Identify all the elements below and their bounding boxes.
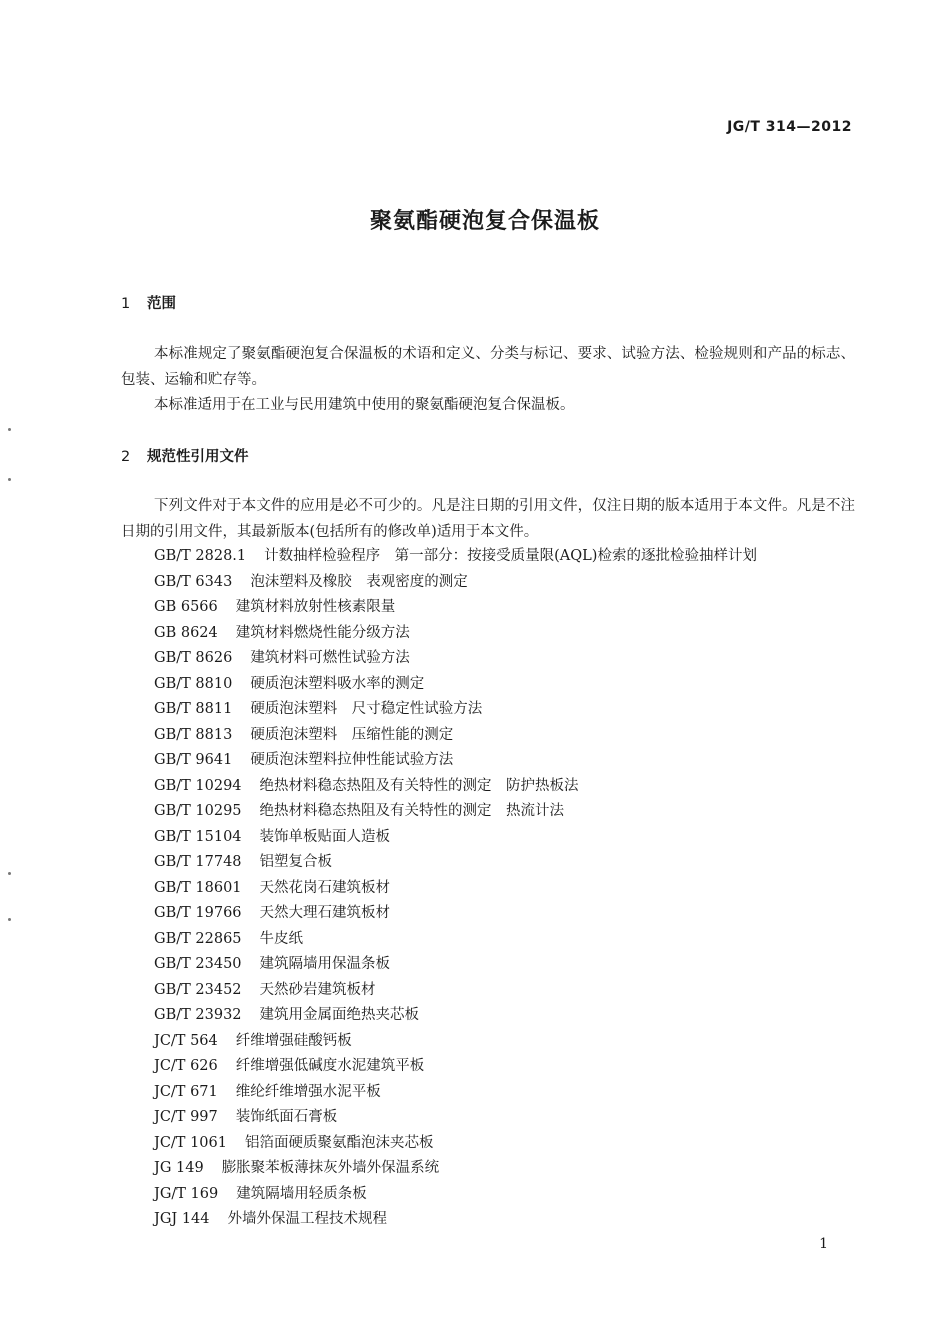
standard-number: JG/T 314—2012 [727, 119, 852, 135]
reference-item [154, 544, 757, 570]
reference-title: 绝热材料稳态热阻及有关特性的测定 热流计法 [259, 803, 565, 819]
reference-item [154, 595, 757, 621]
reference-title: 硬质泡沫塑料 尺寸稳定性试验方法 [250, 701, 483, 717]
reference-item [154, 952, 757, 978]
reference-code: GB/T 10294 [154, 777, 242, 794]
reference-code: GB/T 17748 [154, 854, 242, 870]
reference-title: 维纶纤维增强水泥平板 [235, 1083, 381, 1100]
reference-item [154, 1054, 757, 1080]
reference-title: 建筑材料可燃性试验方法 [250, 650, 410, 666]
reference-title: 硬质泡沫塑料拉伸性能试验方法 [250, 752, 454, 768]
reference-item [154, 646, 757, 672]
reference-title: 天然花岗石建筑板材 [259, 879, 391, 896]
reference-list [154, 544, 757, 1233]
reference-title: 纤维增强硅酸钙板 [235, 1032, 352, 1049]
reference-title: 建筑隔墙用轻质条板 [236, 1185, 367, 1202]
reference-code: GB/T 23450 [154, 956, 242, 972]
section-heading-text: 范围 [147, 296, 176, 312]
reference-code: GB/T 23452 [154, 981, 242, 998]
reference-code: GB 8624 [154, 624, 218, 641]
reference-title: 外墙外保温工程技术规程 [227, 1211, 387, 1227]
section-1-paragraph-2: 本标准适用于在工业与民用建筑中使用的聚氨酯硬泡复合保温板。 [154, 397, 575, 413]
reference-item [154, 850, 757, 876]
reference-title: 建筑隔墙用保温条板 [259, 956, 391, 972]
scan-mark [8, 872, 11, 875]
reference-title: 计数抽样检验程序 第一部分：按接受质量限(AQL)检索的逐批检验抽样计划 [264, 548, 757, 564]
reference-code: GB/T 8813 [154, 726, 233, 743]
reference-title: 硬质泡沫塑料吸水率的测定 [250, 675, 425, 692]
section-1-heading [121, 292, 176, 313]
reference-code: JC/T 997 [154, 1109, 218, 1125]
reference-item [154, 1182, 757, 1208]
page-number: 1 [819, 1236, 828, 1252]
reference-code: JC/T 1061 [154, 1134, 227, 1151]
reference-item [154, 1105, 757, 1131]
reference-title: 牛皮纸 [259, 930, 304, 947]
reference-item [154, 570, 757, 596]
reference-title: 绝热材料稳态热阻及有关特性的测定 防护热板法 [259, 777, 579, 794]
reference-code: GB/T 18601 [154, 879, 242, 896]
section-heading-text: 规范性引用文件 [147, 449, 249, 465]
reference-item [154, 1207, 757, 1233]
reference-item [154, 1131, 757, 1157]
reference-item [154, 774, 757, 800]
reference-item [154, 723, 757, 749]
reference-title: 膨胀聚苯板薄抹灰外墙外保温系统 [221, 1160, 440, 1176]
reference-code: GB/T 6343 [154, 573, 233, 590]
reference-code: GB/T 8811 [154, 701, 233, 717]
reference-title: 泡沫塑料及橡胶 表观密度的测定 [250, 573, 468, 590]
reference-code: JC/T 564 [154, 1032, 218, 1049]
reference-code: GB/T 22865 [154, 930, 242, 947]
reference-item [154, 748, 757, 774]
reference-code: GB/T 8810 [154, 675, 233, 692]
reference-title: 建筑材料放射性核素限量 [235, 599, 396, 615]
reference-item [154, 901, 757, 927]
reference-item [154, 1029, 757, 1055]
reference-code: GB/T 9641 [154, 752, 233, 768]
section-number: 2 [121, 449, 131, 465]
reference-title: 建筑用金属面绝热夹芯板 [259, 1007, 420, 1023]
reference-item [154, 876, 757, 902]
reference-title: 硬质泡沫塑料 压缩性能的测定 [250, 726, 454, 743]
reference-code: GB/T 10295 [154, 803, 242, 819]
document-title: 聚氨酯硬泡复合保温板 [369, 209, 600, 234]
reference-item [154, 1003, 757, 1029]
reference-item [154, 799, 757, 825]
reference-code: JC/T 626 [154, 1058, 218, 1074]
section-1-paragraph-1: 本标准规定了聚氨酯硬泡复合保温板的术语和定义、分类与标记、要求、试验方法、检验规则和产品的标志、包装、运输和贮存等。 [121, 346, 855, 388]
reference-item [154, 978, 757, 1004]
reference-code: JG 149 [154, 1160, 204, 1176]
reference-item [154, 697, 757, 723]
scan-mark [8, 428, 11, 431]
reference-title: 纤维增强低碱度水泥建筑平板 [235, 1058, 425, 1074]
reference-item [154, 927, 757, 953]
section-2-heading [121, 445, 249, 466]
reference-item [154, 825, 757, 851]
reference-code: GB/T 8626 [154, 650, 233, 666]
reference-item [154, 1080, 757, 1106]
reference-code: GB/T 23932 [154, 1007, 242, 1023]
reference-title: 天然大理石建筑板材 [259, 905, 391, 921]
reference-title: 装饰单板贴面人造板 [259, 828, 391, 845]
reference-title: 铝箔面硬质聚氨酯泡沫夹芯板 [244, 1134, 434, 1151]
reference-title: 铝塑复合板 [259, 854, 333, 870]
section-number: 1 [121, 296, 131, 312]
reference-title: 装饰纸面石膏板 [235, 1109, 338, 1125]
reference-code: JC/T 671 [154, 1083, 218, 1100]
reference-item [154, 672, 757, 698]
reference-code: JGJ 144 [154, 1211, 210, 1227]
reference-code: GB/T 2828.1 [154, 548, 247, 564]
reference-code: JG/T 169 [154, 1185, 219, 1202]
scan-mark [8, 918, 11, 921]
reference-code: GB/T 15104 [154, 828, 242, 845]
section-2-intro: 下列文件对于本文件的应用是必不可少的。凡是注日期的引用文件，仅注日期的版本适用于本文件。凡是不注日期的引用文件，其最新版本(包括所有的修改单)适用于本文件。 [121, 498, 855, 540]
reference-code: GB 6566 [154, 599, 218, 615]
reference-title: 建筑材料燃烧性能分级方法 [235, 624, 410, 641]
reference-item [154, 1156, 757, 1182]
reference-item [154, 621, 757, 647]
reference-title: 天然砂岩建筑板材 [259, 981, 376, 998]
reference-code: GB/T 19766 [154, 905, 242, 921]
scan-mark [8, 478, 11, 481]
